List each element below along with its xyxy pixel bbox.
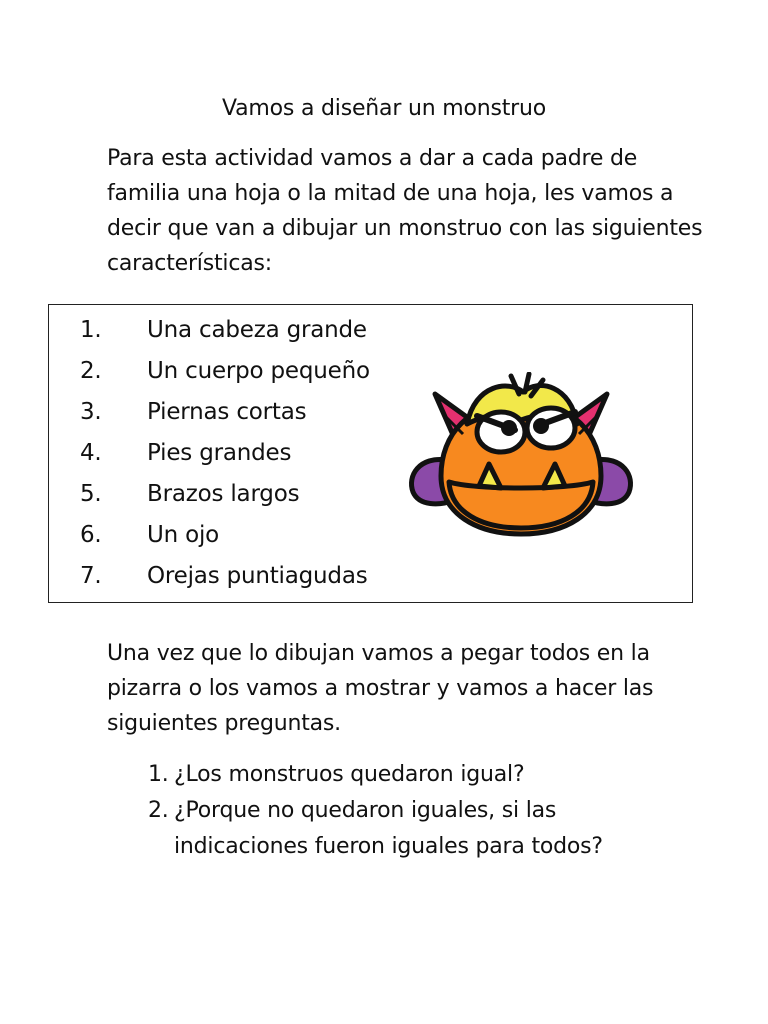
- page-title: Vamos a diseñar un monstruo: [221, 96, 547, 121]
- list-number: 6.: [80, 522, 102, 548]
- list-text: Un ojo: [147, 522, 220, 548]
- list-text: Pies grandes: [147, 440, 292, 466]
- list-number: 5.: [80, 481, 102, 507]
- outro-text: Una vez que lo dibujan vamos a pegar todos en la pizarra o los vamos a mostrar y vamos a hacer las siguientes preguntas.: [107, 641, 654, 736]
- list-number: 7.: [80, 563, 102, 589]
- list-text: Una cabeza grande: [147, 317, 367, 343]
- intro-paragraph: [107, 141, 707, 281]
- list-number: 2.: [80, 358, 102, 384]
- question-number: 2.: [148, 798, 169, 823]
- list-number: 3.: [80, 399, 102, 425]
- question-number: 1.: [148, 762, 169, 787]
- list-number: 1.: [80, 317, 102, 343]
- question-text: ¿Porque no quedaron iguales, si las indicaciones fueron iguales para todos?: [174, 798, 603, 859]
- question-item: [148, 793, 644, 865]
- questions-list: [148, 757, 644, 865]
- list-text: Orejas puntiagudas: [147, 563, 368, 589]
- list-text: Piernas cortas: [147, 399, 307, 425]
- question-text: ¿Los monstruos quedaron igual?: [174, 762, 525, 787]
- intro-text: Para esta actividad vamos a dar a cada padre de familia una hoja o la mitad de una hoja, les vamos a decir que van a dibujar un monstruo con las siguientes características:: [107, 146, 703, 276]
- list-text: Un cuerpo pequeño: [147, 358, 370, 384]
- outro-paragraph: [107, 636, 707, 741]
- list-text: Brazos largos: [147, 481, 300, 507]
- list-number: 4.: [80, 440, 102, 466]
- question-item: [148, 757, 644, 793]
- monster-face-icon: [405, 372, 637, 542]
